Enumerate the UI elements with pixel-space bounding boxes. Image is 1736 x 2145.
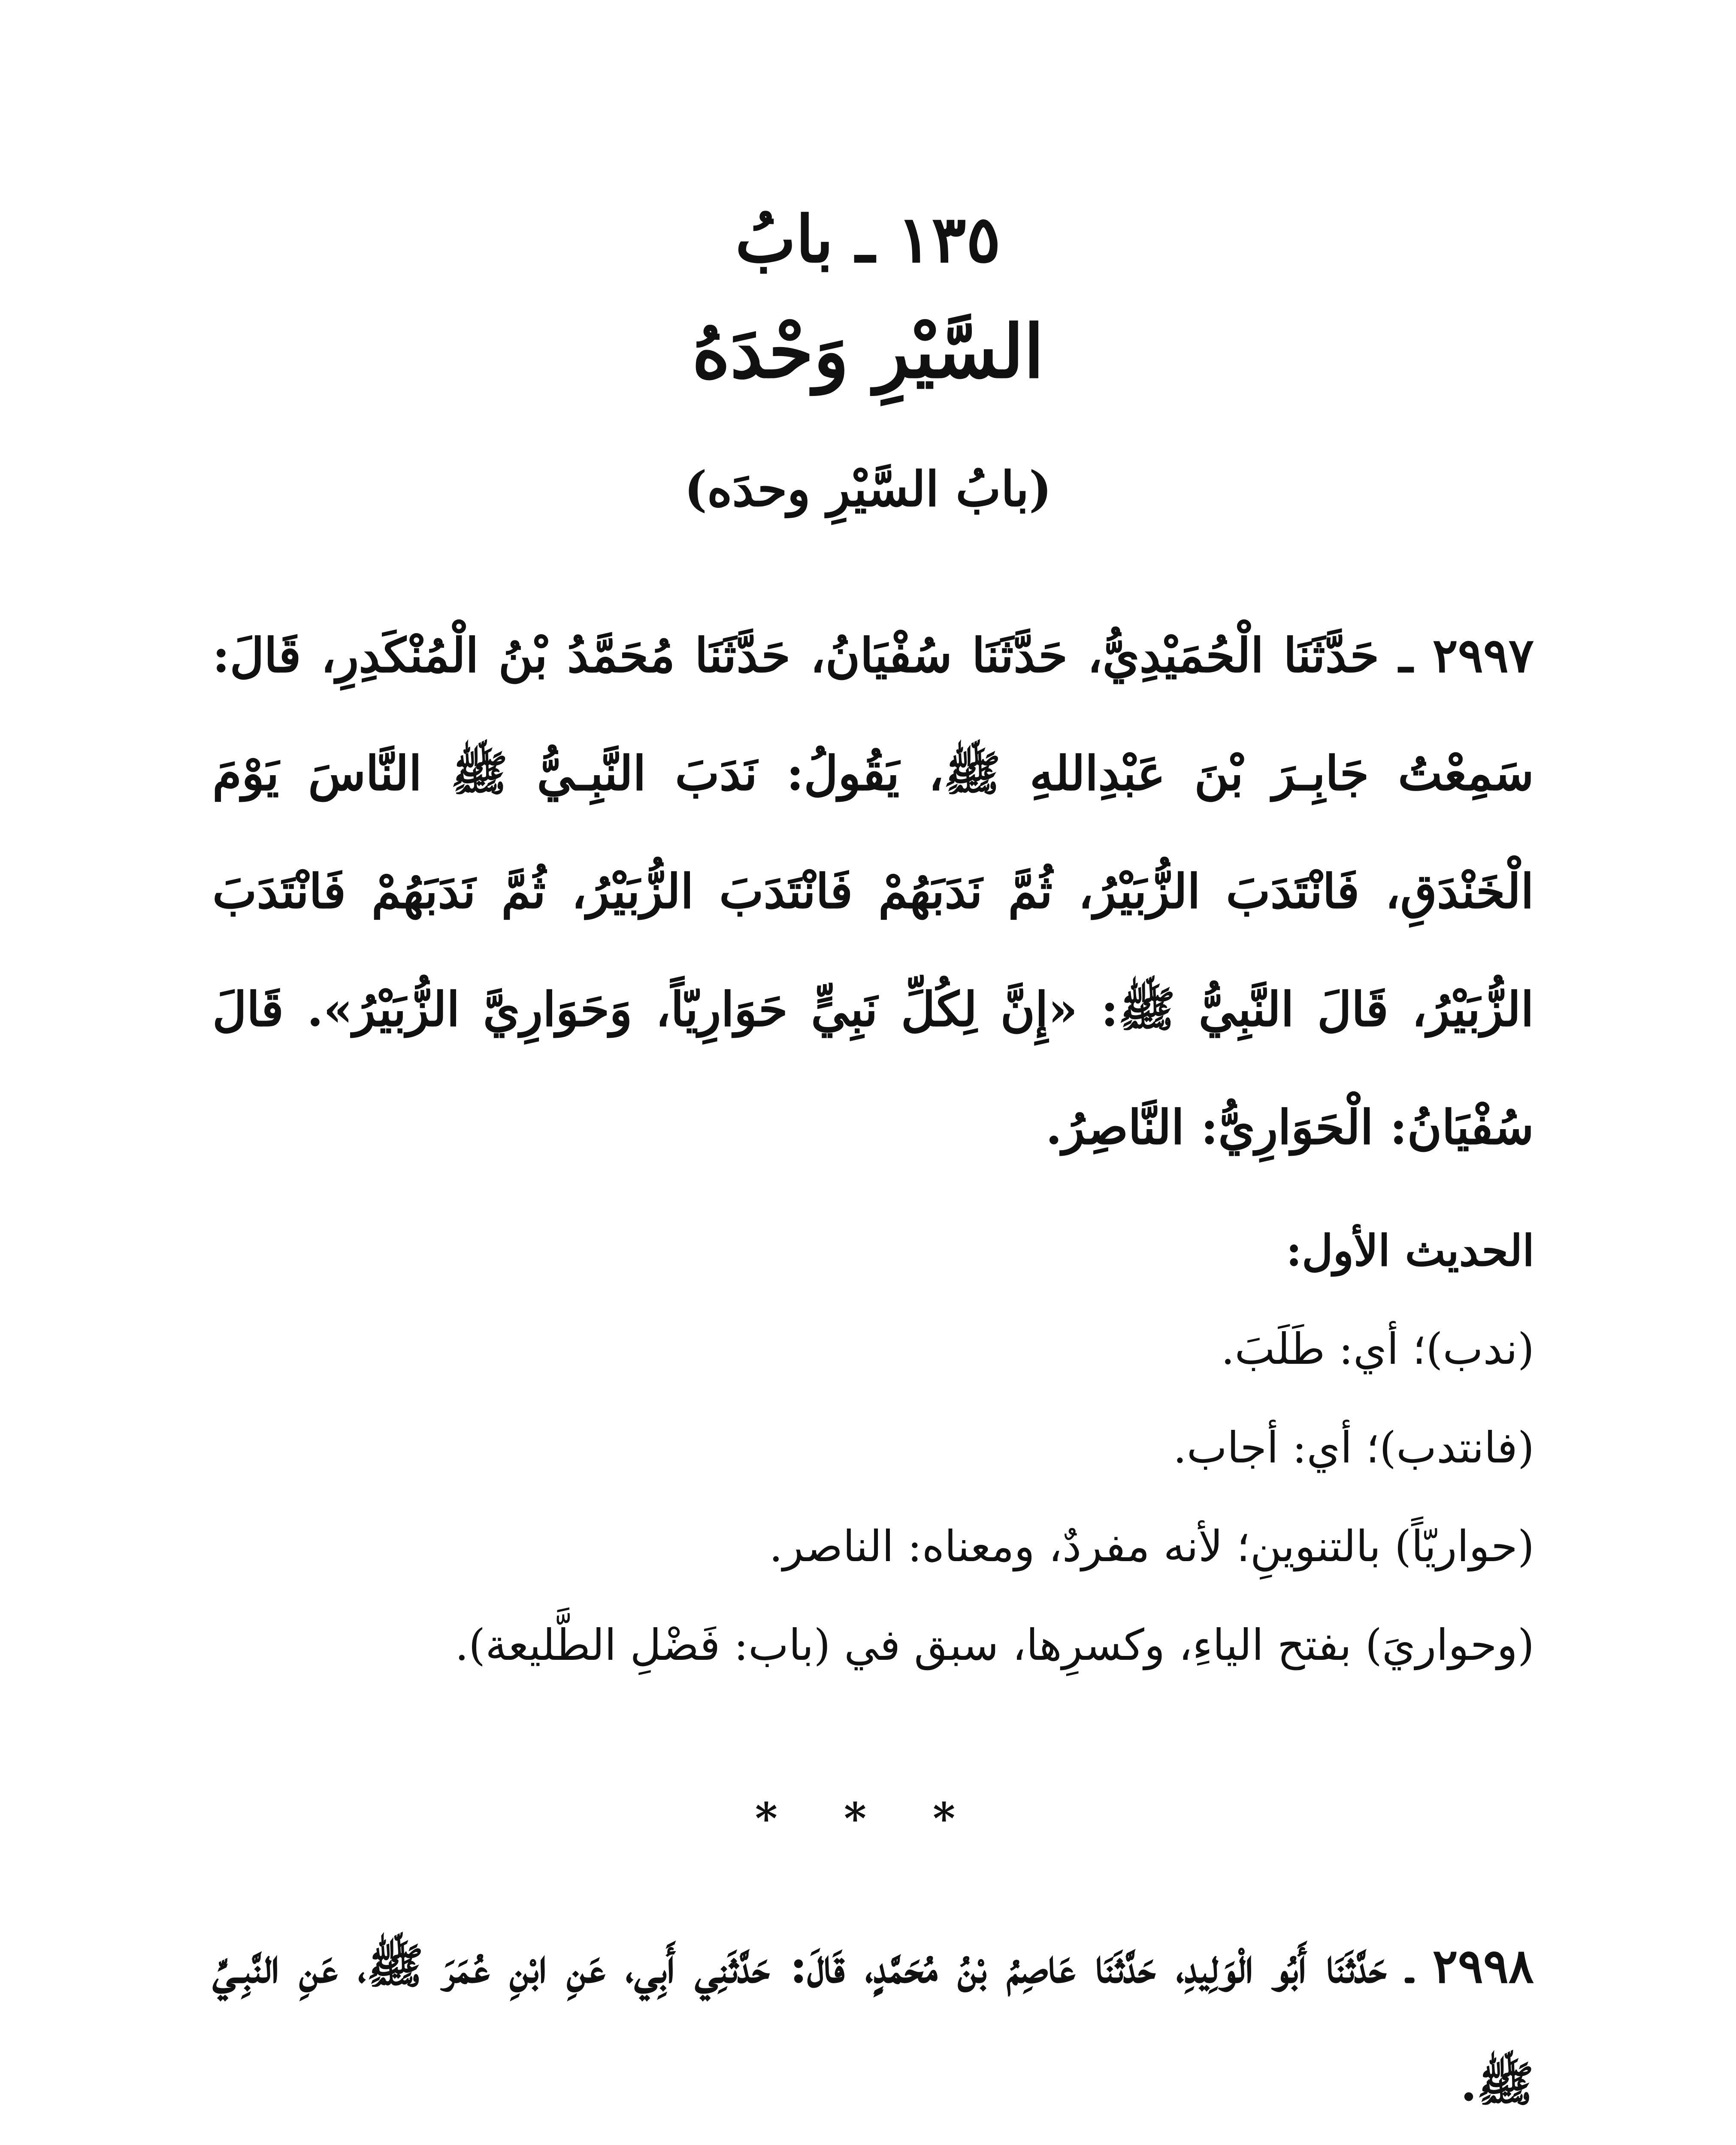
hadith-2997: ٢٩٩٧ ـ حَدَّثَنَا الْحُمَيْدِيُّ، حَدَّثَنَا سُفْيَانُ، حَدَّثَنَا مُحَمَّدُ بْنُ الْمُنْكَدِرِ، قَالَ: سَمِعْتُ جَابِـرَ بْنَ عَبْدِاللهِ ﷺ، يَقُولُ: نَدَبَ النَّبِـيُّ ﷺ النَّاسَ يَوْمَ الْخَنْدَقِ، فَانْتَدَبَ الزُّبَيْرُ، ثُمَّ نَدَبَهُمْ فَانْتَدَبَ الزُّبَيْرُ، ثُمَّ نَدَبَهُمْ فَانْتَدَبَ الزُّبَيْرُ، قَالَ النَّبِيُّ ﷺ: «إِنَّ لِكُلِّ نَبِيٍّ حَوَارِيّاً، وَحَوَارِيَّ الزُّبَيْرُ». قَالَ سُفْيَانُ: الْحَوَارِيُّ: النَّاصِرُ. [212,628,1534,1155]
commentary-block [213,1201,1534,1695]
commentary-line: (حواريّاً) بالتنوينِ؛ لأنه مفردٌ، ومعناه: الناصر. [769,1521,1534,1571]
section-separator: * * * [755,1793,981,1844]
commentary-line: (ندب)؛ أي: طَلَبَ. [1221,1324,1534,1374]
hadith-2998: ٢٩٩٨ ـ حَدَّثَنَا أَبُو الْوَلِيدِ، حَدَّثَنَا عَاصِمُ بْنُ مُحَمَّدٍ، قَالَ: حَدَّثَنِي أَبِي، عَنِ ابْنِ عُمَرَ ﷺ، عَنِ النَّبِـيِّ ﷺ. [212,1938,1534,2112]
commentary-line: (فانتدب)؛ أي: أجاب. [1173,1423,1534,1473]
chapter-number: ١٣٥ ـ بابُ [735,202,1001,277]
chapter-subtitle: (بابُ السَّيْرِ وحدَه) [684,461,1052,517]
commentary-heading: الحديث الأول: [1286,1225,1534,1276]
chapter-title: السَّيْرِ وَحْدَهُ [692,309,1044,395]
commentary-line: (وحواريَ) بفتح الياءِ، وكسرِها، سبق في (باب: فَضْلِ الطَّليعة). [455,1620,1534,1670]
